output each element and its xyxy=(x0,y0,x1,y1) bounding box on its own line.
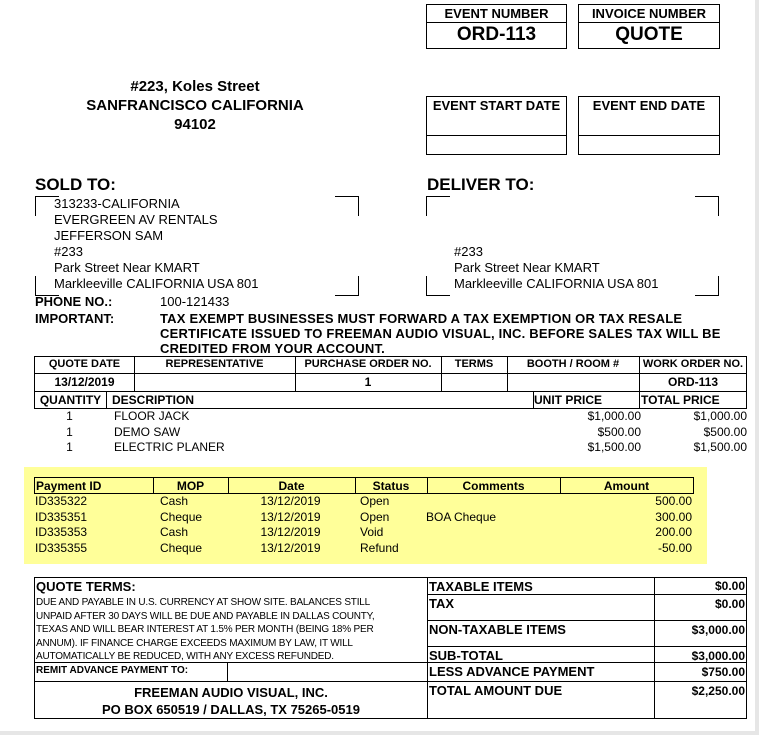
payment-date: 13/12/2019 xyxy=(260,494,321,508)
header-payment-id: Payment ID xyxy=(36,479,102,493)
sold-to-label: SOLD TO: xyxy=(35,175,116,194)
item-description: ELECTRIC PLANER xyxy=(114,440,225,454)
item-description: FLOOR JACK xyxy=(114,409,190,423)
header-po-number: PURCHASE ORDER NO. xyxy=(304,358,432,370)
payment-comments: BOA Cheque xyxy=(426,509,497,524)
company-address xyxy=(45,77,345,134)
work-order-value: ORD-113 xyxy=(667,375,719,389)
notice-line: CREDITED FROM YOUR ACCOUNT. xyxy=(160,341,385,356)
tax-label: TAX xyxy=(429,596,455,611)
payment-id: ID335355 xyxy=(35,541,88,556)
payment-id: ID335322 xyxy=(35,494,88,508)
terms-line: TEXAS AND WILL BEAR INTEREST AT 1.5% PER MONTH (BEING 18% PER xyxy=(36,624,374,635)
sold-to-address xyxy=(54,196,258,292)
item-total-price: $1,000.00 xyxy=(693,409,747,423)
payment-amount: -50.00 xyxy=(657,541,692,556)
important-label: IMPORTANT: xyxy=(35,311,115,326)
item-row xyxy=(34,409,747,425)
sub-total-label: SUB-TOTAL xyxy=(429,648,503,663)
item-total-price: $1,500.00 xyxy=(693,440,747,454)
taxable-items-label: TAXABLE ITEMS xyxy=(429,579,533,594)
terms-line: AUTOMATICALLY BE REDUCED, WITH ANY EXCESS REFUNDED. xyxy=(36,651,334,662)
po-number-value: 1 xyxy=(364,375,372,389)
terms-line: ANNUM). IF FINANCE CHARGE EXCEEDS MAXIMUM BY LAW, IT WILL xyxy=(36,637,353,649)
invoice-number-label: INVOICE NUMBER xyxy=(591,6,707,21)
event-start-date-box xyxy=(426,96,567,155)
payments-rows xyxy=(34,494,694,557)
taxable-items-value: $0.00 xyxy=(714,579,745,593)
payment-mop: Cash xyxy=(160,525,189,540)
notice-line: CERTIFICATE ISSUED TO FREEMAN AUDIO VISUAL, INC. BEFORE SALES TAX WILL BE xyxy=(160,326,721,341)
header-description: DESCRIPTION xyxy=(112,393,195,407)
remit-line: FREEMAN AUDIO VISUAL, INC. xyxy=(134,685,328,700)
header-status: Status xyxy=(372,479,410,493)
remit-address xyxy=(35,684,427,718)
item-qty: 1 xyxy=(66,440,73,454)
header-booth: BOOTH / ROOM # xyxy=(526,358,620,370)
payment-date: 13/12/2019 xyxy=(260,525,321,540)
phone-label: PHONE NO.: xyxy=(35,294,113,309)
deliver-to-line: #233 xyxy=(454,244,483,259)
header-work-order: WORK ORDER NO. xyxy=(642,358,744,370)
payment-mop: Cheque xyxy=(160,509,203,524)
header-quote-date: QUOTE DATE xyxy=(48,358,121,370)
event-start-date-label: EVENT START DATE xyxy=(432,98,561,113)
header-quantity: QUANTITY xyxy=(39,393,102,407)
event-number-value: ORD-113 xyxy=(456,24,537,45)
payment-row xyxy=(34,541,694,557)
header-comments: Comments xyxy=(462,479,525,493)
payment-amount: 300.00 xyxy=(655,509,692,524)
order-info-table xyxy=(34,356,747,409)
quote-date-value: 13/12/2019 xyxy=(54,375,115,389)
payment-status: Void xyxy=(360,525,384,540)
header-amount: Amount xyxy=(603,479,650,493)
sold-to-line: EVERGREEN AV RENTALS xyxy=(54,212,218,227)
header-representative: REPRESENTATIVE xyxy=(165,358,264,370)
payment-id: ID335351 xyxy=(35,509,88,524)
payment-status: Open xyxy=(360,509,390,524)
payment-row xyxy=(34,510,694,526)
payment-status: Open xyxy=(360,494,390,508)
payment-amount: 500.00 xyxy=(655,494,692,508)
remit-line: PO BOX 650519 / DALLAS, TX 75265-0519 xyxy=(102,702,360,717)
payments-header xyxy=(34,477,694,494)
address-line: #223, Koles Street xyxy=(130,78,260,95)
sub-total-value: $3,000.00 xyxy=(691,649,745,663)
advance-payment-label: LESS ADVANCE PAYMENT xyxy=(429,664,595,679)
total-due-value: $2,250.00 xyxy=(691,684,745,698)
terms-line: UNPAID AFTER 30 DAYS WILL BE DUE AND PAYABLE IN DALLAS COUNTY, xyxy=(36,610,375,622)
sold-to-line: 313233-CALIFORNIA xyxy=(54,196,180,211)
header-date: Date xyxy=(278,479,305,493)
sold-to-line: #233 xyxy=(54,244,83,259)
item-total-price: $500.00 xyxy=(703,424,747,439)
item-unit-price: $1,000.00 xyxy=(587,409,641,423)
header-unit-price: UNIT PRICE xyxy=(534,393,603,407)
non-taxable-items-label: NON-TAXABLE ITEMS xyxy=(429,622,566,637)
payment-amount: 200.00 xyxy=(655,525,692,540)
notice-line: TAX EXEMPT BUSINESSES MUST FORWARD A TAX EXEMPTION OR TAX RESALE xyxy=(160,311,683,326)
invoice-number-value: QUOTE xyxy=(615,24,683,45)
quote-terms-label: QUOTE TERMS: xyxy=(36,579,136,594)
payment-status: Refund xyxy=(360,541,399,556)
phone-value: 100-121433 xyxy=(160,294,230,309)
sold-to-line: JEFFERSON SAM xyxy=(54,228,164,243)
deliver-to-label: DELIVER TO: xyxy=(427,175,535,194)
header-terms: TERMS xyxy=(454,358,494,370)
item-row xyxy=(34,425,747,441)
event-end-date-label: EVENT END DATE xyxy=(592,98,706,113)
non-taxable-items-value: $3,000.00 xyxy=(691,623,745,637)
deliver-to-line: Park Street Near KMART xyxy=(454,260,600,275)
address-line: 94102 xyxy=(174,116,216,133)
event-number-label: EVENT NUMBER xyxy=(444,6,549,21)
terms-line: DUE AND PAYABLE IN U.S. CURRENCY AT SHOW SITE. BALANCES STILL xyxy=(36,597,371,608)
item-unit-price: $1,500.00 xyxy=(587,440,641,454)
important-notice xyxy=(160,311,721,356)
total-due-label: TOTAL AMOUNT DUE xyxy=(429,683,563,698)
header-mop: MOP xyxy=(176,479,205,493)
payment-mop: Cheque xyxy=(160,541,203,556)
items-list xyxy=(34,409,747,456)
quote-terms-text xyxy=(36,596,374,664)
payment-date: 13/12/2019 xyxy=(260,541,321,556)
event-number-box xyxy=(426,4,567,49)
totals-section xyxy=(34,577,747,719)
payment-row xyxy=(34,494,694,510)
invoice-number-box xyxy=(578,4,720,49)
payment-date: 13/12/2019 xyxy=(260,509,321,524)
item-qty: 1 xyxy=(66,409,73,423)
remit-label: REMIT ADVANCE PAYMENT TO: xyxy=(36,665,189,676)
deliver-to-line: Markleeville CALIFORNIA USA 801 xyxy=(454,276,659,291)
payment-id: ID335353 xyxy=(35,525,88,540)
tax-value: $0.00 xyxy=(714,597,745,611)
address-line: SANFRANCISCO CALIFORNIA xyxy=(86,97,304,114)
event-end-date-box xyxy=(578,96,720,155)
sold-to-line: Markleeville CALIFORNIA USA 801 xyxy=(54,276,259,291)
header-total-price: TOTAL PRICE xyxy=(641,393,720,407)
item-qty: 1 xyxy=(66,424,73,439)
item-unit-price: $500.00 xyxy=(597,424,641,439)
payment-row xyxy=(34,525,694,541)
item-row xyxy=(34,440,747,456)
sold-to-line: Park Street Near KMART xyxy=(54,260,200,275)
deliver-to-address xyxy=(454,244,658,292)
advance-payment-value: $750.00 xyxy=(701,665,745,679)
payment-mop: Cash xyxy=(160,494,189,508)
item-description: DEMO SAW xyxy=(114,424,181,439)
